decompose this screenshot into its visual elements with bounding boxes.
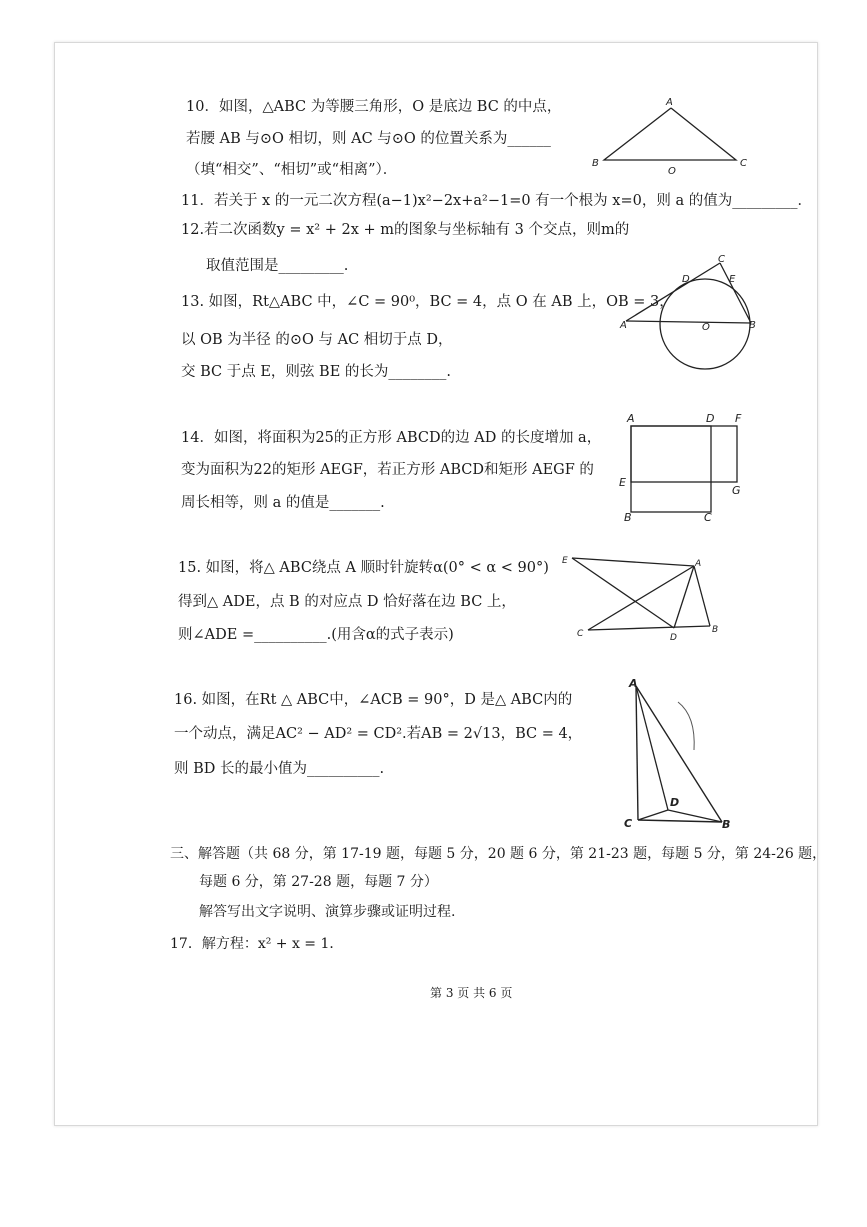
- label-B: B: [749, 320, 756, 331]
- label-D: D: [682, 274, 690, 285]
- label-B: B: [624, 511, 632, 524]
- q13-line1: 13. 如图，Rt△ABC 中，∠C = 90⁰，BC = 4，点 O 在 AB 上，OB = 3，: [181, 294, 674, 310]
- q17-line1: 17．解方程：x² + x = 1．: [170, 936, 344, 952]
- q15-figure: [560, 548, 730, 648]
- q14-figure: [614, 406, 754, 528]
- label-O: O: [668, 166, 676, 177]
- q14-line2: 变为面积为22的矩形 AEGF，若正方形 ABCD和矩形 AEGF 的: [181, 462, 594, 478]
- label-A: A: [629, 677, 638, 690]
- section3-line1: 三、解答题（共 68 分，第 17-19 题，每题 5 分，20 题 6 分，第 21-23 题，每题 5 分，第 24-26 题，: [170, 846, 827, 862]
- q10-line1: 10．如图，△ABC 为等腰三角形，O 是底边 BC 的中点，: [186, 99, 562, 115]
- q16-figure: [614, 672, 749, 836]
- label-B: B: [722, 818, 731, 831]
- q14-line1: 14．如图，将面积为25的正方形 ABCD的边 AD 的长度增加 a，: [181, 430, 602, 446]
- label-A: A: [695, 559, 702, 569]
- label-O: O: [702, 322, 710, 333]
- page-footer: 第 3 页 共 6 页: [430, 986, 513, 1000]
- q13-line3: 交 BC 于点 E，则弦 BE 的长为________.: [181, 364, 451, 380]
- q13-figure: [614, 250, 764, 372]
- label-D: D: [670, 796, 680, 809]
- q15-line2: 得到△ ADE，点 B 的对应点 D 恰好落在边 BC 上，: [178, 594, 516, 610]
- label-C: C: [704, 511, 712, 524]
- label-A: A: [627, 412, 635, 425]
- label-E: E: [729, 274, 736, 285]
- q16-line3: 则 BD 长的最小值为__________.: [174, 761, 385, 777]
- q15-line1: 15. 如图，将△ ABC绕点 A 顺时针旋转α(0° < α < 90°): [178, 560, 549, 576]
- label-C: C: [718, 254, 725, 265]
- label-A: A: [620, 320, 627, 331]
- label-B: B: [712, 625, 719, 635]
- section3-line3: 解答写出文字说明、演算步骤或证明过程.: [199, 904, 456, 920]
- label-C: C: [740, 158, 747, 169]
- q16-line1: 16. 如图，在Rt △ ABC中，∠ACB = 90°，D 是△ ABC内的: [174, 692, 573, 708]
- label-G: G: [732, 484, 741, 497]
- label-C: C: [577, 629, 584, 639]
- q11-line1: 11．若关于 x 的一元二次方程(a−1)x²−2x+a²−1=0 有一个根为 x=0，则 a 的值为_________．: [181, 193, 812, 209]
- q12-line1: 12.若二次函数y = x² + 2x + m的图象与坐标轴有 3 个交点，则m的: [181, 222, 630, 238]
- label-F: F: [735, 412, 742, 425]
- label-A: A: [666, 97, 673, 108]
- label-B: B: [592, 158, 599, 169]
- label-D: D: [670, 633, 677, 643]
- q13-line2: 以 OB 为半径 的⊙O 与 AC 相切于点 D，: [181, 332, 453, 348]
- q15-line3: 则∠ADE =__________.(用含α的式子表示): [178, 627, 454, 643]
- q14-line3: 周长相等，则 a 的值是_______.: [181, 495, 385, 511]
- label-E: E: [562, 556, 568, 566]
- q10-figure: [586, 94, 756, 178]
- q10-line2: 若腰 AB 与⊙O 相切，则 AC 与⊙O 的位置关系为______: [186, 131, 551, 147]
- q12-line2: 取值范围是_________.: [206, 258, 349, 274]
- q16-line2: 一个动点，满足AC² − AD² = CD².若AB = 2√13，BC = 4，: [174, 726, 583, 742]
- label-C: C: [624, 817, 633, 830]
- q10-line3: （填“相交”、“相切”或“相离”）．: [186, 162, 398, 178]
- label-D: D: [706, 412, 715, 425]
- label-E: E: [619, 476, 626, 489]
- section3-line2: 每题 6 分，第 27-28 题，每题 7 分）: [199, 874, 438, 890]
